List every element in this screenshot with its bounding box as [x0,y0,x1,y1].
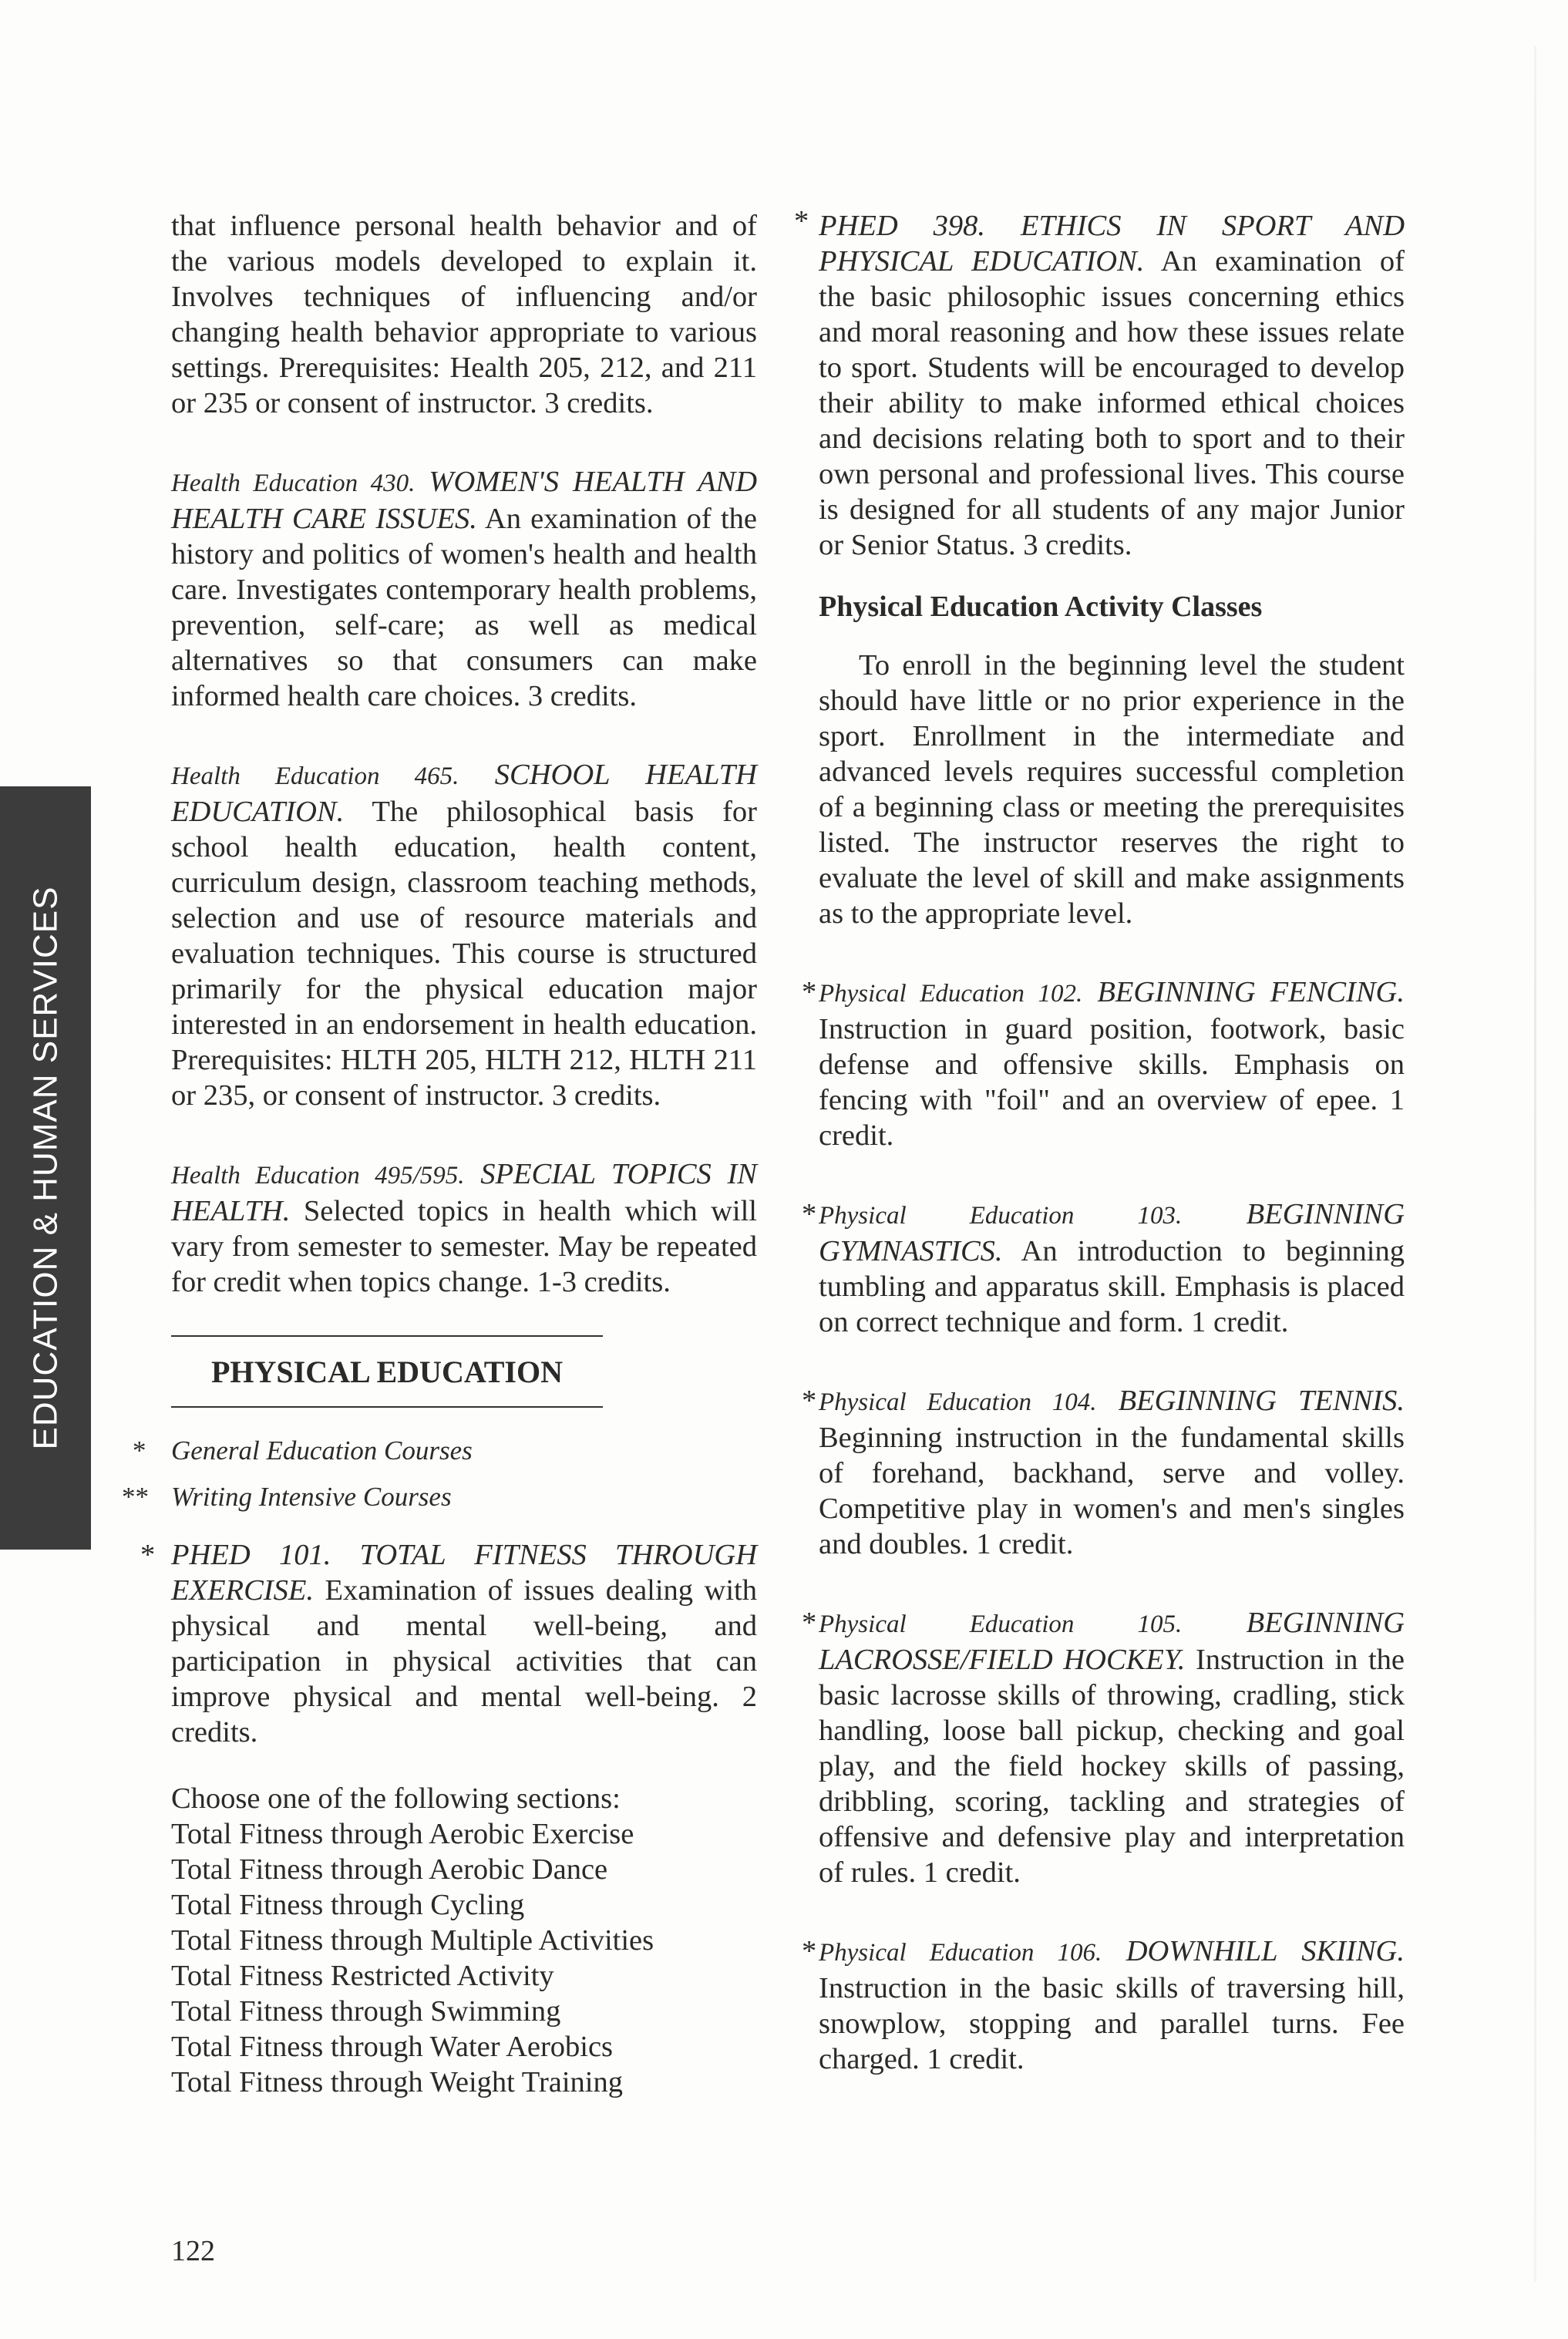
course-lead: Physical Education 105. [819,1610,1183,1638]
general-ed-star: * [802,1385,817,1417]
page-number: 122 [171,2235,215,2267]
course-title: SCHOOL HEALTH EDUCATION. [171,759,757,828]
list-item: Total Fitness through Cycling [171,1889,525,1921]
legend-item: * General Education Courses [133,1435,473,1466]
general-ed-star: * [794,205,809,237]
course-lead: Physical Education 102. [819,980,1083,1008]
section-heading: PHYSICAL EDUCATION [171,1335,603,1408]
course-description: An examination of the basic philosophic issues concerning ethics and moral reasoning and how these issues relate to sport. Students will be encouraged to develop their ability to make informed ethical choices and decisions relating both to sport and to their own personal and professional lives. This course is designed for all students of any major Junior or Senior Status. 3 credits. [819,245,1405,561]
side-tab [0,786,91,1550]
course-title: BEGINNING FENCING. [1097,976,1405,1008]
course-description: Instruction in guard position, footwork, basic defense and offensive skills. Emphasis on fencing with "foil" and an overview of epee. 1 credit. [819,1013,1405,1152]
course-title: BEGINNING TENNIS. [1118,1385,1405,1417]
course-title: DOWNHILL SKIING. [1126,1935,1405,1967]
activity-heading: Physical Education Activity Classes [819,591,1263,623]
list-item: Total Fitness through Swimming [171,1995,561,2028]
course-entry [171,757,757,1113]
course-description: Instruction in the basic lacrosse skills of throwing, cradling, stick handling, loose ball pickup, checking and goal play, and the field hockey skills of passing, dribbling, scoring, tackling and strategies of offensive and defensive play and interpretation of rules. 1 credit. [819,1644,1405,1889]
sections-intro: Choose one of the following sections: [171,1782,621,1815]
course-title: PHED 101. TOTAL FITNESS THROUGH EXERCISE. [171,1539,757,1607]
page-edge [1534,46,1536,2282]
legend-item: ** Writing Intensive Courses [122,1482,452,1512]
course-description: Instruction in the basic skills of traversing hill, snowplow, stopping and parallel turns. Fee charged. 1 credit. [819,1972,1405,2075]
left-column [122,208,758,2100]
activity-entry [802,1933,1405,2077]
list-item: Total Fitness through Multiple Activities [171,1924,654,1957]
activity-entry [802,1196,1405,1340]
course-title: WOMEN'S HEALTH AND HEALTH CARE ISSUES. [171,466,757,535]
course-lead: Physical Education 106. [819,1939,1102,1967]
course-entry [171,464,757,714]
course-title: PHED 398. ETHICS IN SPORT AND PHYSICAL EDUCATION. [819,210,1405,278]
activity-entry [802,974,1405,1153]
course-entry [140,1537,757,1750]
activity-intro: To enroll in the beginning level the student should have little or no prior experience in the sport. Enrollment in the intermediate and advanced levels requires successful completion of a beginning class or meeting the prerequisites listed. The instructor reserves the right to evaluate the level of skill and make assignments as to the appropriate level. [819,649,1405,930]
list-item: Total Fitness Restricted Activity [171,1960,554,1992]
sections-list [171,1781,757,2100]
course-description: Beginning instruction in the fundamental skills of forehand, backhand, serve and volley. Competitive play in women's and men's singles and doubles. 1 credit. [819,1422,1405,1560]
course-description: Selected topics in health which will vary from semester to semester. May be repeated for credit when topics change. 1-3 credits. [171,1195,758,1298]
course-lead: Health Education 430. [171,469,416,497]
course-lead: Physical Education 104. [819,1388,1097,1416]
course-title: BEGINNING LACROSSE/FIELD HOCKEY. [819,1607,1405,1676]
list-item: Total Fitness through Aerobic Exercise [171,1818,634,1850]
course-lead: Health Education 465. [171,762,459,790]
general-ed-star: * [802,1198,817,1230]
legend [122,1428,757,1520]
course-title: SPECIAL TOPICS IN HEALTH. [171,1158,757,1227]
course-description: The philosophical basis for school health education, health content, curriculum design, classroom teaching methods, selection and use of resource materials and evaluation techniques. This course is structured primarily for the physical education major interested in an endorsement in health education. Prerequisites: HLTH 205, HLTH 212, HLTH 211 or 235, or consent of instructor. 3 credits. [171,796,757,1112]
general-ed-star: * [802,976,817,1008]
list-item: Total Fitness through Aerobic Dance [171,1853,608,1886]
side-tab-label: EDUCATION & HUMAN SERVICES [26,886,64,1450]
course-title: BEGINNING GYMNASTICS. [819,1198,1405,1267]
right-column [794,205,1405,2120]
general-ed-star: * [802,1935,817,1967]
list-item: Total Fitness through Weight Training [171,2066,623,2098]
list-item: Total Fitness through Water Aerobics [171,2031,614,2063]
course-entry [794,205,1405,563]
continued-course-text: that influence personal health behavior and of the various models developed to explain it. Involves techniques of influencing and/or changing health behavior appropriate to various settings. Prerequisites: Health 205, 212, and 211 or 235 or consent of instructor. 3 credits. [171,210,757,419]
course-description: An introduction to beginning tumbling and apparatus skill. Emphasis is placed on correct technique and form. 1 credit. [819,1235,1405,1338]
activity-entry [802,1605,1405,1890]
course-description: An examination of the history and politics of women's health and health care. Investigates contemporary health problems, prevention, self-care; as well as medical alternatives so that consumers can make informed health care choices. 3 credits. [171,503,757,712]
course-lead: Health Education 495/595. [171,1162,465,1190]
course-description: Examination of issues dealing with physical and mental well-being, and participation in physical activities that can improve physical and mental well-being. 2 credits. [171,1574,757,1748]
general-ed-star: * [802,1607,817,1639]
course-lead: Physical Education 103. [819,1202,1183,1230]
activity-entry [802,1383,1405,1562]
course-entry [171,1156,757,1300]
general-ed-star: * [140,1539,156,1571]
